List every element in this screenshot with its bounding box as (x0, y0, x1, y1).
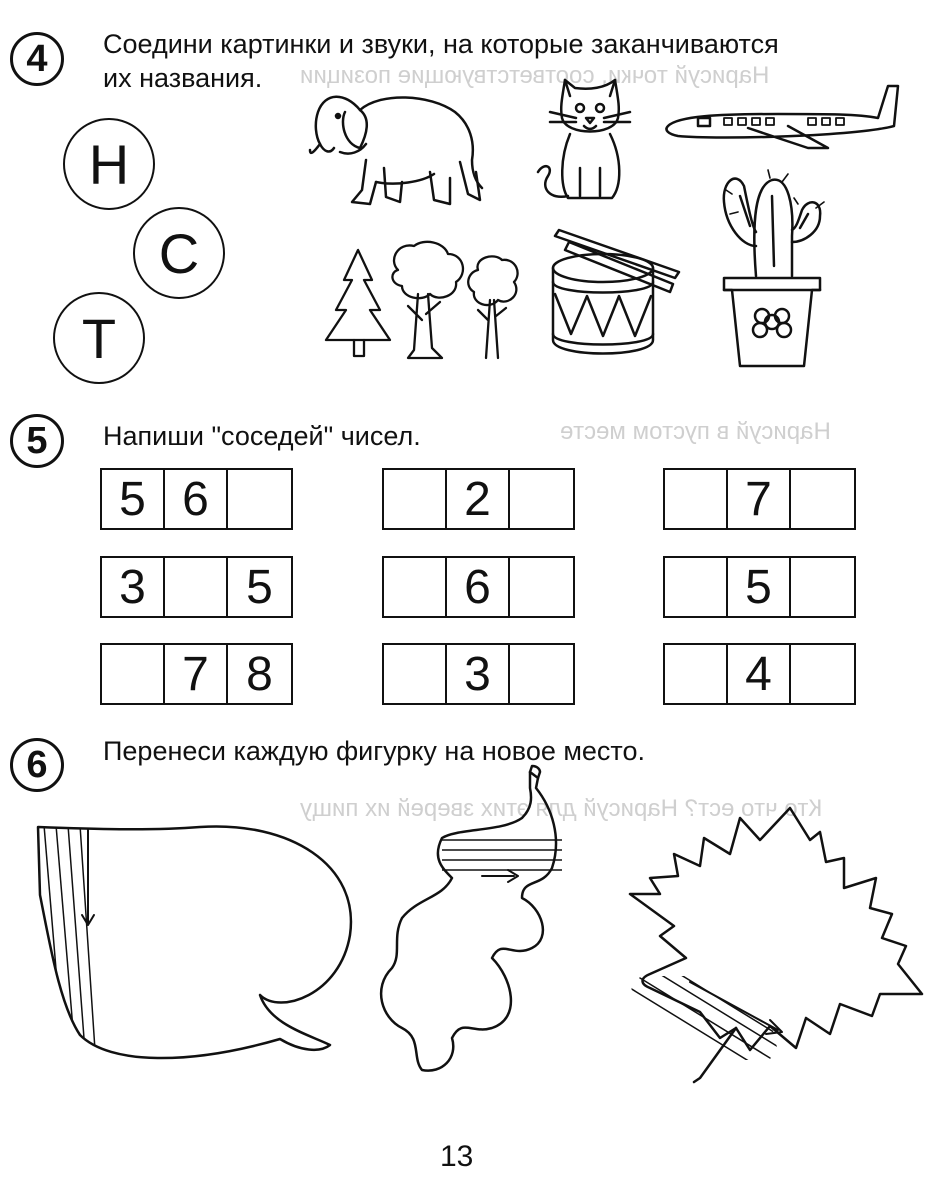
number-row (382, 556, 575, 618)
number-cell[interactable] (102, 645, 165, 703)
task-number-badge: 6 (10, 738, 64, 792)
number-row (100, 468, 293, 530)
number-cell[interactable]: 3 (447, 645, 510, 703)
number-row (663, 643, 856, 705)
number-cell[interactable]: 3 (102, 558, 165, 616)
number-cell[interactable] (665, 558, 728, 616)
letter-circle[interactable]: С (133, 207, 225, 299)
number-cell[interactable] (665, 470, 728, 528)
number-row (382, 468, 575, 530)
number-cell[interactable] (665, 645, 728, 703)
number-cell[interactable] (228, 470, 291, 528)
number-cell[interactable] (510, 558, 573, 616)
letter-circle[interactable]: Н (63, 118, 155, 210)
task-number-badge: 5 (10, 414, 64, 468)
number-cell[interactable]: 5 (728, 558, 791, 616)
cat-icon[interactable] (530, 68, 640, 213)
number-cell[interactable]: 8 (246, 647, 273, 701)
trees-icon[interactable] (318, 240, 528, 365)
number-cell[interactable] (791, 558, 854, 616)
number-cell[interactable]: 5 (246, 560, 273, 614)
task-number-badge: 4 (10, 32, 64, 86)
task-instruction: Перенеси каждую фигурку на новое место. (103, 736, 646, 766)
task-instruction: Напиши "соседей" чисел. (103, 421, 421, 451)
task-instruction: Соедини картинки и звуки, на которые заканчиваются (103, 29, 779, 59)
number-cell[interactable]: 5 (102, 470, 165, 528)
number-cell[interactable]: 6 (165, 470, 228, 528)
number-cell[interactable] (791, 470, 854, 528)
number-cell[interactable]: 7 (165, 645, 228, 703)
number-cell[interactable]: 6 (447, 558, 510, 616)
number-cell[interactable] (384, 645, 447, 703)
number-row (663, 556, 856, 618)
number-cell[interactable]: 4 (728, 645, 791, 703)
task-instruction-cont: их названия. (103, 63, 263, 93)
number-cell[interactable]: 7 (728, 470, 791, 528)
heart-leaf-icon[interactable] (30, 825, 370, 1085)
number-cell[interactable] (791, 645, 854, 703)
cactus-icon[interactable] (712, 166, 832, 371)
oak-leaf-icon[interactable] (362, 758, 582, 1088)
drum-icon[interactable] (545, 228, 685, 363)
number-cell[interactable] (384, 558, 447, 616)
number-row (382, 643, 575, 705)
number-row (663, 468, 856, 530)
show-through-text-3: Кто что ест? Нарисуй для этих зверей их пищу (300, 795, 823, 822)
show-through-text-1: Нарисуй точки, соответствующие позиции (300, 62, 770, 89)
number-cell[interactable] (510, 645, 573, 703)
show-through-text-2: Нарисуй в пустом месте (560, 418, 831, 445)
number-cell[interactable] (384, 470, 447, 528)
letter-circle[interactable]: Т (53, 292, 145, 384)
number-cell[interactable] (165, 558, 228, 616)
number-cell[interactable] (510, 470, 573, 528)
number-row (100, 556, 293, 618)
page-number: 13 (440, 1140, 474, 1173)
number-cell[interactable]: 2 (447, 470, 510, 528)
airplane-icon[interactable] (658, 78, 898, 158)
elephant-icon[interactable] (300, 82, 480, 212)
number-row (100, 643, 293, 705)
maple-leaf-icon[interactable] (630, 798, 930, 1088)
